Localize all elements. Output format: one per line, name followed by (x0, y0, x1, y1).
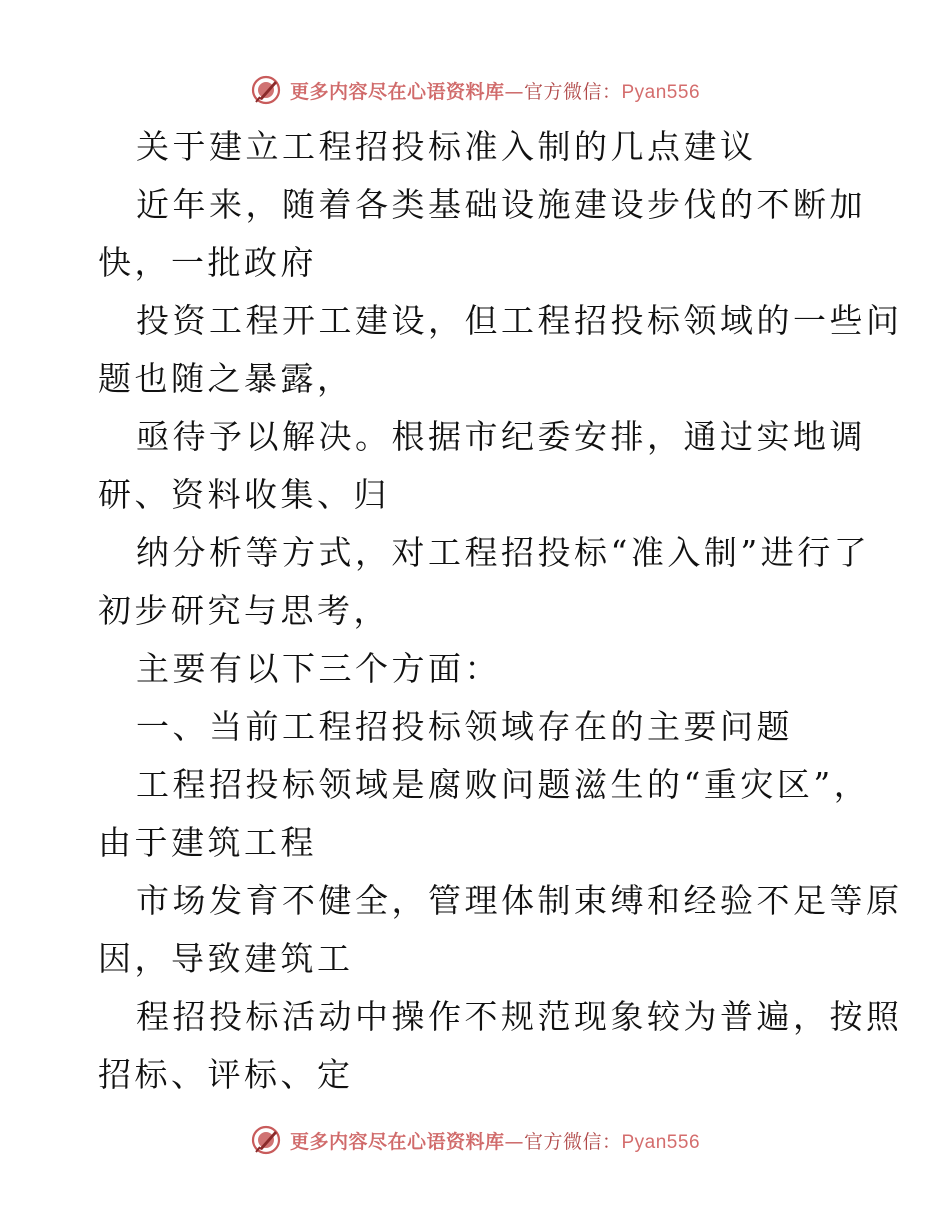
watermark-label: 官方微信： (523, 80, 622, 103)
paragraph-line: 投资工程开工建设，但工程招投标领域的一些问 (136, 301, 903, 340)
footer-watermark (0, 1120, 950, 1160)
paragraph-line: 由于建筑工程 (98, 823, 317, 862)
quill-pen-logo-icon (250, 74, 282, 106)
paragraph-line: 招标、评标、定 (98, 1055, 354, 1094)
watermark-separator: — (504, 80, 524, 103)
paragraph-line: 纳分析等方式，对工程招投标“准入制”进行了 (136, 533, 871, 572)
watermark-wechat-id: Pyan556 (621, 81, 701, 103)
watermark-brand: 更多内容尽在心语资料库 (289, 80, 505, 103)
watermark-label: 官方微信： (523, 1130, 622, 1153)
document-title: 关于建立工程招投标准入制的几点建议 (136, 127, 757, 166)
header-watermark (0, 70, 950, 110)
paragraph-line: 市场发育不健全，管理体制束缚和经验不足等原 (136, 881, 903, 920)
paragraph-line: 程招投标活动中操作不规范现象较为普遍，按照 (136, 997, 903, 1036)
watermark-wechat-id: Pyan556 (621, 1131, 701, 1153)
document-body (98, 118, 903, 1104)
paragraph-line: 快，一批政府 (98, 243, 317, 282)
paragraph-line: 题也随之暴露， (98, 359, 354, 398)
watermark-brand: 更多内容尽在心语资料库 (289, 1130, 505, 1153)
paragraph-line: 主要有以下三个方面： (136, 649, 501, 688)
watermark-separator: — (504, 1130, 524, 1153)
paragraph-line: 初步研究与思考， (98, 591, 390, 630)
paragraph-line: 亟待予以解决。根据市纪委安排，通过实地调 (136, 417, 866, 456)
paragraph-line: 工程招投标领域是腐败问题滋生的“重灾区”， (136, 765, 871, 804)
section-heading: 一、当前工程招投标领域存在的主要问题 (136, 707, 793, 746)
paragraph-line: 因，导致建筑工 (98, 939, 354, 978)
paragraph-line: 研、资料收集、归 (98, 475, 390, 514)
quill-pen-logo-icon (250, 1124, 282, 1156)
paragraph-line: 近年来，随着各类基础设施建设步伐的不断加 (136, 185, 866, 224)
